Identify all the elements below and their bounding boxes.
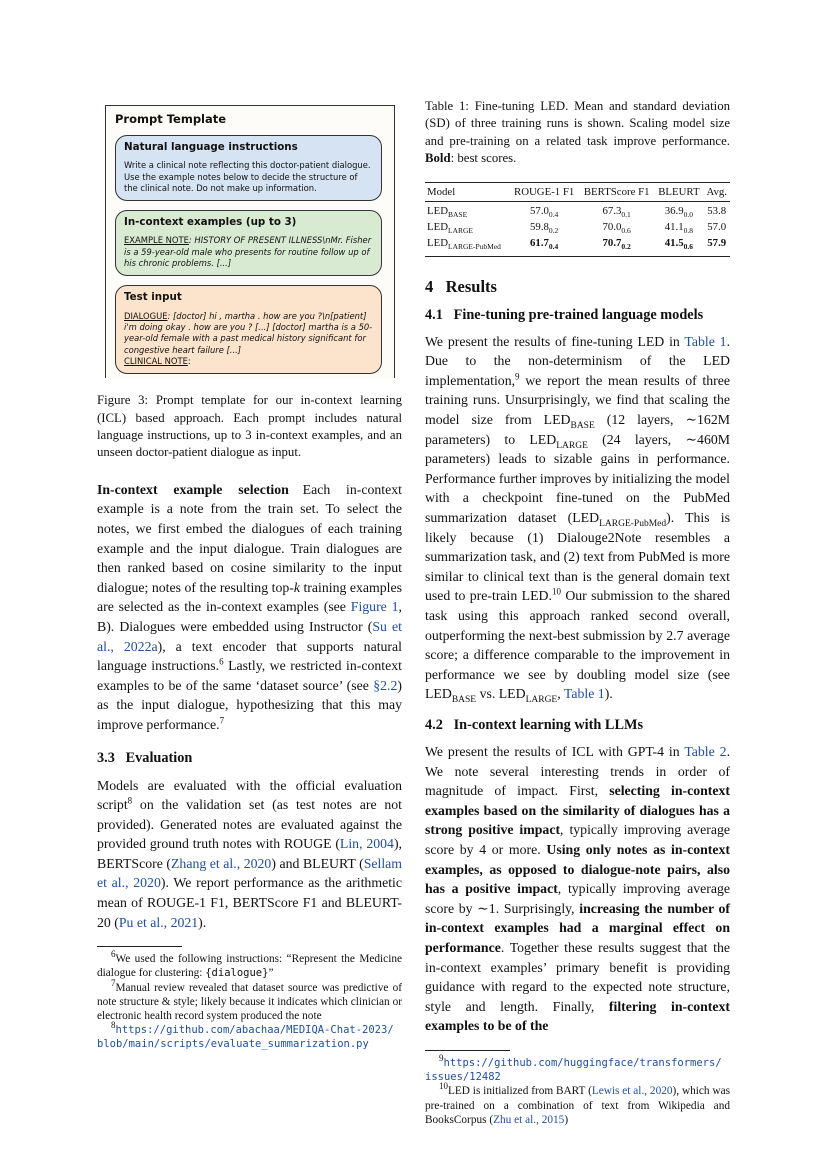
test-input-box xyxy=(115,285,382,374)
examples-box xyxy=(115,210,382,276)
citation-link[interactable]: Table 1 xyxy=(684,333,727,349)
subscript: LARGE xyxy=(525,695,558,706)
citation-link[interactable]: Lewis et al., 2020 xyxy=(591,1085,673,1098)
model-variant: BASE xyxy=(448,209,468,219)
footnote-marker: 10 xyxy=(439,1081,448,1092)
example-note-label: EXAMPLE NOTE xyxy=(124,235,189,246)
score-mean: 41.1 xyxy=(664,220,684,233)
score-mean: 57.0 xyxy=(530,204,549,217)
text-run: ) xyxy=(564,1113,569,1126)
section-number: 3.3 xyxy=(97,749,115,766)
citation-link[interactable]: Pu et al., 2021 xyxy=(118,914,199,930)
text-run: on the validation set (as test notes are not provided). Generated notes are evaluated against the provided ground truth notes with ROUGE ( xyxy=(97,797,402,852)
right-column xyxy=(425,98,730,1127)
score-mean: 41.5 xyxy=(664,237,684,250)
text-run: ). We report performance as the arithmetic mean of ROUGE-1 F1, BERTScore F1 and BLEURT-20 ( xyxy=(97,875,402,930)
figure-title: Prompt Template xyxy=(115,112,227,126)
citation-link[interactable]: Sellam et al., 2020 xyxy=(97,855,403,891)
score-mean: 67.3 xyxy=(602,204,622,217)
dialogue-text: : [doctor] hi , martha . how are you ?\n[patient] i'm doing okay . how are you ? [...] [doctor] martha is a 50-year-old female with a past medical history significant for congestive heart failure [...] xyxy=(124,310,373,355)
text-run: ), which was pre-trained on a combination of text from Wikipedia and BooksCorpus ( xyxy=(425,1085,730,1126)
score-mean: 59.8 xyxy=(530,220,549,233)
subsection-number: 4.2 xyxy=(425,716,443,733)
bold-text: filtering in-context examples to be of the xyxy=(425,998,731,1034)
score-cell xyxy=(703,221,730,237)
score-cell xyxy=(654,221,703,237)
score-cell xyxy=(703,201,730,221)
footnote-marker: 10 xyxy=(551,586,561,597)
score-mean: 70.0 xyxy=(602,220,622,233)
prompt-template-figure xyxy=(105,105,395,378)
table-caption xyxy=(425,98,730,168)
score-sd: 0.8 xyxy=(683,226,694,236)
score-cell xyxy=(579,237,654,256)
citation-link[interactable]: Zhu et al., 2015 xyxy=(493,1113,565,1126)
clinical-note-label: CLINICAL NOTE xyxy=(124,355,188,366)
footnote-marker: 7 xyxy=(111,977,116,988)
score-sd: 0.2 xyxy=(621,242,631,252)
text-run: Models are evaluated with the official evaluation script xyxy=(97,777,402,813)
icl-paragraph xyxy=(425,742,730,1036)
model-variant: LARGE-PubMed xyxy=(448,242,501,252)
footnote-marker: 8 xyxy=(111,1020,116,1031)
citation-link[interactable]: §2.2 xyxy=(373,677,398,693)
example-note-text: : HISTORY OF PRESENT ILLNESS\nMr. Fisher is a 59-year-old male who presents for routine follow up of his chronic problems. [...] xyxy=(124,235,372,269)
citation-link[interactable]: Figure 1 xyxy=(350,599,399,615)
text-run: ) as the input dialogue, hypothesizing that this may improve performance. xyxy=(97,677,402,732)
bold-text: increasing the number of in-context examples had a marginal effect on performance xyxy=(425,900,730,955)
instructions-text: Write a clinical note reflecting this doctor-patient dialogue. Use the example notes below to decide the structure of the clinical note. Do not make up information. xyxy=(124,160,371,193)
score-mean: 36.9 xyxy=(664,204,684,217)
score-mean: 57.0 xyxy=(707,220,727,233)
footnote-rule xyxy=(425,1050,510,1051)
table-caption-end: : best scores. xyxy=(450,151,517,166)
score-cell xyxy=(654,237,703,256)
text-run: (24 layers, ∼460M parameters) leads to sizable gains in performance. Performance further improves by initializing the model with a checkpoint fine-tuned on the PubMed summarization dataset (LED xyxy=(425,431,731,526)
text-run: . We note several interesting trends in order of magnitude of impact. First, xyxy=(425,743,731,799)
score-cell xyxy=(509,237,579,256)
url-link[interactable]: https://github.com/huggingface/transformers/ issues/12482 xyxy=(425,1056,722,1084)
score-cell xyxy=(579,221,654,237)
text-run: Manual review revealed that dataset source was predictive of note structure & style; likely because it indicates which clinician or electronic health record system produced the note xyxy=(97,981,402,1023)
section-title: Results xyxy=(445,276,497,296)
subsection-title: In-context learning with LLMs xyxy=(453,716,644,733)
subsection-number: 4.1 xyxy=(425,306,443,323)
text-run: Our submission to the shared task using this approach ranked second overall, outperforming the next-best submission by 2.7 average score; a difference comparable to the improvement in performance we see by doubling model size (see LED xyxy=(425,588,730,702)
text-run: , typically improving average score by ∼1. Surprisingly, xyxy=(425,881,730,916)
citation-link[interactable]: Su et al., 2022a xyxy=(97,618,402,654)
model-name: LED xyxy=(427,220,448,233)
text-run: ). xyxy=(604,686,613,702)
score-mean: 61.7 xyxy=(530,237,549,250)
footnote-7 xyxy=(97,977,402,1024)
test-input-heading: Test input xyxy=(124,291,182,304)
score-sd: 0.1 xyxy=(621,209,631,219)
dialogue-label: DIALOGUE xyxy=(124,310,168,321)
icl-selection-paragraph xyxy=(97,480,402,735)
citation-link[interactable]: Table 1 xyxy=(563,686,605,702)
text-run: training examples are selected as the in-context examples (see xyxy=(97,579,402,615)
subsection-title: Fine-tuning pre-trained language models xyxy=(453,306,704,323)
text-run: , B). Dialogues were embedded using Instructor ( xyxy=(97,599,402,634)
text-run: Each in-context example is a note from the train set. To select the notes, we first embed the dialogues of each training example and the input dialogue. Train dialogues are then ranked based on cosine similarity to the input dialogue; notes of the resulting top- xyxy=(97,481,402,595)
text-run: ), a text encoder that supports natural language instructions. xyxy=(97,638,402,674)
table-caption-text: Fine-tuning LED. Mean and standard deviation (SD) of three training runs is shown. Scaling model size and pre-training on a related task improve performance. xyxy=(425,99,730,148)
score-sd: 0.6 xyxy=(683,242,694,252)
text-run: ). xyxy=(198,914,207,930)
text-run: , typically improving average score by 4 or more. xyxy=(425,822,730,857)
model-cell xyxy=(425,221,509,237)
score-mean: 53.8 xyxy=(707,204,727,217)
url-link[interactable]: https://github.com/abachaa/MEDIQA-Chat-2023/ blob/main/scripts/evaluate_summarization.py xyxy=(97,1024,394,1051)
section-heading-evaluation xyxy=(97,750,402,767)
code-text: {dialogue} xyxy=(205,967,269,980)
citation-link[interactable]: Table 2 xyxy=(684,743,727,759)
score-cell xyxy=(509,221,579,237)
model-name: LED xyxy=(427,237,448,250)
footnote-rule xyxy=(97,946,182,947)
subsection-heading-finetuning xyxy=(425,307,730,324)
table-header-row xyxy=(425,182,730,201)
table-row xyxy=(425,201,730,221)
italic-text: k xyxy=(293,579,300,595)
score-cell xyxy=(703,237,730,256)
footnote-marker: 6 xyxy=(111,949,116,960)
text-run: (12 layers, ∼162M parameters) to LED xyxy=(425,412,730,447)
score-cell xyxy=(579,201,654,221)
citation-link[interactable]: Zhang et al., 2020 xyxy=(171,855,272,871)
text-run: , xyxy=(557,686,564,702)
score-mean: 70.7 xyxy=(602,237,622,250)
model-name: LED xyxy=(427,204,448,217)
text-run: ). This is likely because (1) Dialouge2Note resembles a summarization task, and (2) text from PubMed is more similar to clinical text than is the general domain text used to pre-train LED. xyxy=(425,510,730,604)
text-run: ), BERTScore ( xyxy=(97,836,402,871)
subsection-heading-icl xyxy=(425,717,730,734)
score-cell xyxy=(654,201,703,221)
score-cell xyxy=(509,201,579,221)
footnote-6 xyxy=(97,949,402,980)
evaluation-paragraph xyxy=(97,776,402,933)
instructions-box xyxy=(115,135,382,201)
clinical-note-colon: : xyxy=(187,355,191,366)
footnote-marker: 6 xyxy=(219,656,224,667)
text-run: LED is initialized from BART ( xyxy=(448,1085,592,1098)
text-run: vs. LED xyxy=(476,686,526,702)
footnote-marker: 7 xyxy=(219,715,225,726)
bold-text: Using only notes as in-context examples, as opposed to dialogue-note pairs, also has a positive impact xyxy=(425,841,730,897)
column-header: BERTScore F1 xyxy=(579,182,654,201)
section-number: 4 xyxy=(425,276,434,296)
left-column xyxy=(97,105,402,1052)
results-table xyxy=(425,182,730,257)
column-header: Avg. xyxy=(703,182,730,201)
text-run: ” xyxy=(268,967,274,980)
examples-heading: In-context examples (up to 3) xyxy=(124,216,297,229)
footnote-marker: 9 xyxy=(439,1053,444,1064)
bold-text: In-context example selection xyxy=(97,481,289,497)
score-sd: 0.2 xyxy=(548,226,559,236)
bold-text: selecting in-context examples based on the similarity of dialogues has a strong positive impact xyxy=(425,783,731,838)
score-sd: 0.0 xyxy=(683,209,694,219)
subscript: LARGE xyxy=(556,440,588,451)
text-run: . Together these results suggest that the in-context examples’ primary benefit is providing guidance with regard to the expected note structure, style and length. Finally, xyxy=(425,939,730,1014)
figure-caption: Figure 3: Prompt template for our in-context learning (ICL) based approach. Each prompt includes natural language instructions, up to 3 in-context examples, and an unseen doctor-patient dialogue as input. xyxy=(97,393,402,460)
score-sd: 0.6 xyxy=(621,226,631,236)
model-cell xyxy=(425,237,509,256)
finetuning-paragraph xyxy=(425,332,730,704)
model-variant: LARGE xyxy=(448,226,473,236)
table-row xyxy=(425,237,730,256)
footnote-9 xyxy=(425,1053,730,1084)
score-mean: 57.9 xyxy=(707,237,727,250)
subscript: BASE xyxy=(570,420,595,431)
text-run: . Due to the non-determinism of the LED implementation, xyxy=(425,333,731,388)
text-run: We present the results of ICL with GPT-4 in xyxy=(425,743,685,759)
table-row xyxy=(425,221,730,237)
subscript: LARGE-PubMed xyxy=(599,518,667,529)
footnote-marker: 9 xyxy=(515,371,520,382)
model-cell xyxy=(425,201,509,221)
table-body xyxy=(425,201,730,256)
score-sd: 0.4 xyxy=(548,209,559,219)
text-run: We used the following instructions: “Represent the Medicine dialogue for clustering: xyxy=(97,953,402,980)
section-title: Evaluation xyxy=(125,749,193,766)
text-run: Lastly, we restricted in-context examples to be of the same ‘dataset source’ (see xyxy=(97,658,402,693)
text-run: ) and BLEURT ( xyxy=(271,855,364,871)
score-sd: 0.4 xyxy=(548,242,559,252)
column-header: BLEURT xyxy=(654,182,703,201)
column-header: Model xyxy=(425,182,509,201)
table-label: Table 1: xyxy=(425,99,469,113)
text-run: We present the results of fine-tuning LED in xyxy=(425,333,685,349)
footnote-10 xyxy=(425,1081,730,1127)
table-caption-bold: Bold xyxy=(425,151,451,166)
footnote-8 xyxy=(97,1020,402,1051)
subscript: BASE xyxy=(451,695,477,706)
footnote-marker: 8 xyxy=(127,795,133,806)
citation-link[interactable]: Lin, 2004 xyxy=(339,836,394,852)
column-header: ROUGE-1 F1 xyxy=(509,182,579,201)
text-run: we report the mean results of three training runs. Unsurprisingly, we find that scaling the model size from LED xyxy=(425,372,730,428)
section-heading-results xyxy=(425,277,730,297)
instructions-heading: Natural language instructions xyxy=(124,141,298,153)
